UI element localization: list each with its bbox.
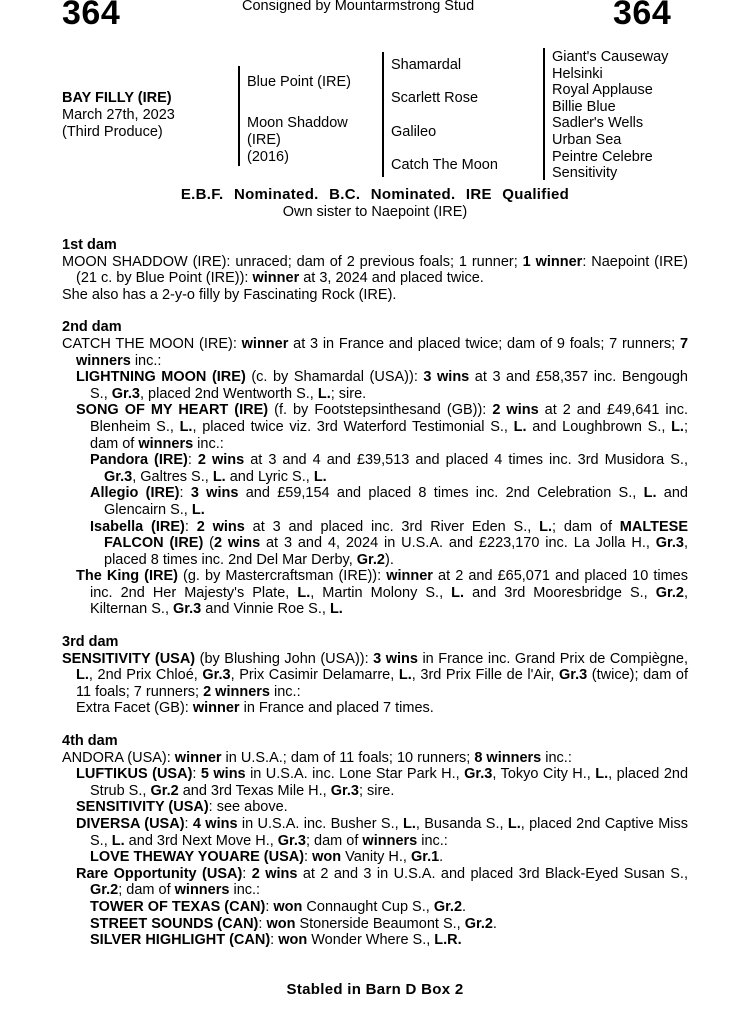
pedigree-gen3-6: Urban Sea xyxy=(552,131,622,148)
bold-text: Gr.3 xyxy=(655,535,684,552)
pedigree-entry xyxy=(76,568,688,618)
bold-text: L. xyxy=(329,601,343,618)
text: (c. by Shamardal (USA)): xyxy=(245,369,424,386)
text: inc.: xyxy=(130,352,162,369)
text: Vanity H., xyxy=(341,849,411,866)
pedigree-dam xyxy=(247,115,348,166)
text: , Tokyo City H., xyxy=(492,766,596,783)
pedigree-gen3 xyxy=(552,49,668,182)
pedigree-gen2-3: Galileo xyxy=(391,124,437,140)
bold-text: TOWER OF TEXAS (CAN) xyxy=(90,898,266,915)
pedigree-entry xyxy=(62,651,688,701)
text: and 3rd Texas Mile H., xyxy=(178,782,331,799)
text: , placed 2nd Strub S., xyxy=(90,766,689,799)
dam-section-heading: 2nd dam xyxy=(62,319,122,336)
bold-text: won xyxy=(273,898,303,915)
bold-text: LOVE THEWAY YOUARE (USA) xyxy=(90,849,305,866)
horse-produce-note: (Third Produce) xyxy=(62,124,163,140)
text: : xyxy=(265,898,274,915)
bold-text: won xyxy=(278,932,308,949)
bold-text: 8 winners xyxy=(474,749,542,766)
text: : xyxy=(242,865,252,882)
pedigree-entry xyxy=(76,402,688,452)
bold-text: winner xyxy=(192,700,240,717)
text: : xyxy=(192,766,201,783)
text: ; dam of xyxy=(90,418,688,452)
bold-text: SONG OF MY HEART (IRE) xyxy=(76,402,269,419)
text: at 2 and £65,071 and placed 10 times inc. 2nd Her Majesty's Plate, xyxy=(90,568,688,601)
pedigree-gen2-2: Scarlett Rose xyxy=(391,90,479,106)
horse-title: BAY FILLY (IRE) xyxy=(62,90,172,106)
dam-section-heading: 1st dam xyxy=(62,237,117,253)
text: : Naepoint (IRE) (21 c. by Blue Point (IRE)): xyxy=(76,253,689,287)
bold-text: Rare Opportunity (USA) xyxy=(76,865,243,882)
text: Stonerside Beaumont S., xyxy=(295,915,465,932)
dam-section-heading: 4th dam xyxy=(62,733,118,750)
text: . xyxy=(492,915,497,932)
pedigree-gen3-5: Sadler's Wells xyxy=(552,115,644,132)
bold-text: 3 wins xyxy=(373,650,418,667)
bold-text: Gr.3 xyxy=(111,385,140,402)
sister-note: Own sister to Naepoint (IRE) xyxy=(282,204,468,220)
pedigree-entry xyxy=(90,899,688,916)
consignor-line: Consigned by Mountarmstrong Stud xyxy=(242,0,475,14)
pedigree-dam-name: Moon Shaddow xyxy=(247,115,348,131)
text: ; dam of xyxy=(306,832,363,849)
bold-text: L. xyxy=(191,501,205,518)
pedigree-gen3-1: Giant's Causeway xyxy=(552,49,669,65)
bold-text: LUFTIKUS (USA) xyxy=(76,766,193,783)
pedigree-entry xyxy=(90,849,688,866)
stabling-note: Stabled in Barn D Box 2 xyxy=(286,981,464,998)
pedigree-gen2-1: Shamardal xyxy=(391,57,462,73)
text: at 3 in France and placed twice; dam of 9 foals; 7 runners; xyxy=(288,335,680,352)
bold-text: L. xyxy=(76,667,89,684)
pedigree-entry xyxy=(76,766,688,799)
bold-text: Gr.3 xyxy=(202,667,231,684)
text: , placed twice viz. 3rd Waterford Testimonial S., xyxy=(192,418,514,435)
bold-text: Gr.2 xyxy=(356,551,385,568)
text: , placed 8 times inc. 2nd Del Mar Derby, xyxy=(104,535,688,568)
bold-text: Gr.3 xyxy=(464,766,493,783)
text: and £59,154 and placed 8 times inc. 2nd Celebration S., xyxy=(238,485,644,502)
nomination-line: E.B.F. Nominated. B.C. Nominated. IRE Qualified xyxy=(180,186,570,203)
horse-foaled-date: March 27th, 2023 xyxy=(62,107,175,123)
pedigree-entry xyxy=(62,254,688,287)
text: in France inc. Grand Prix de Compiègne, xyxy=(417,650,689,667)
text: , Kilternan S., xyxy=(90,584,688,618)
bold-text: 5 wins xyxy=(200,766,246,783)
pedigree-bracket-1 xyxy=(238,66,240,166)
text: : xyxy=(179,485,191,502)
bold-text: L. xyxy=(643,485,657,502)
text: , placed 2nd Captive Miss S., xyxy=(90,816,688,849)
bold-text: Gr.1 xyxy=(410,849,440,866)
bold-text: 4 wins xyxy=(192,816,238,832)
text: inc.: xyxy=(269,683,301,700)
bold-text: L.R. xyxy=(434,932,462,949)
bold-text: Gr.2 xyxy=(655,584,684,601)
bold-text: Gr.2 xyxy=(433,898,463,915)
bold-text: 7 winners xyxy=(76,335,689,369)
bold-text: Gr.3 xyxy=(104,468,133,485)
pedigree-gen3-2: Helsinki xyxy=(552,65,603,82)
text: and Vinnie Roe S., xyxy=(201,601,330,618)
text: ; sire. xyxy=(358,782,395,799)
dam-section-heading: 3rd dam xyxy=(62,634,119,651)
bold-text: 2 wins xyxy=(196,518,245,535)
bold-text: winners xyxy=(362,832,418,849)
bold-text: Gr.3 xyxy=(277,832,306,849)
bold-text: winner xyxy=(386,568,433,585)
pedigree-sire: Blue Point (IRE) xyxy=(247,74,351,90)
pedigree-gen3-3: Royal Applause xyxy=(552,82,653,99)
bold-text: Gr.2 xyxy=(150,782,179,799)
bold-text: L. xyxy=(297,584,311,601)
lot-number-right: 364 xyxy=(613,0,672,32)
bold-text: L. xyxy=(313,468,327,485)
text: (by Blushing John (USA)): xyxy=(195,650,374,667)
bold-text: Gr.3 xyxy=(558,667,588,684)
bold-text: Gr.2 xyxy=(464,915,493,932)
text: CATCH THE MOON (IRE): xyxy=(62,335,242,352)
horse-description xyxy=(62,90,175,141)
text: . xyxy=(462,898,467,915)
text: inc.: xyxy=(541,749,572,766)
pedigree-entry xyxy=(90,932,688,949)
bold-text: Allegio (IRE) xyxy=(90,485,180,502)
dam-section xyxy=(62,319,688,618)
bold-text: L. xyxy=(398,667,412,684)
bold-text: 2 wins xyxy=(213,535,261,552)
text: , 3rd Prix Fille de l'Air, xyxy=(411,667,559,684)
bold-text: L. xyxy=(539,518,552,535)
text: Connaught Cup S., xyxy=(302,898,434,915)
pedigree-notes xyxy=(62,237,688,965)
bold-text: Gr.3 xyxy=(330,782,359,799)
pedigree-entry xyxy=(62,750,688,767)
bold-text: L. xyxy=(507,816,521,832)
text: : xyxy=(184,518,197,535)
bold-text: L. xyxy=(212,468,226,485)
text: at 3 and 4 and £39,513 and placed 4 times inc. 3rd Musidora S., xyxy=(244,452,688,469)
text: at 3 and placed inc. 3rd River Eden S., xyxy=(244,518,540,535)
pedigree-entry xyxy=(76,816,688,849)
text: and Lyric S., xyxy=(225,468,314,485)
pedigree-entry xyxy=(90,916,688,933)
lot-number-left: 364 xyxy=(62,0,121,32)
bold-text: Gr.3 xyxy=(173,601,202,618)
text: : xyxy=(270,932,279,949)
pedigree-entry xyxy=(76,799,688,816)
bold-text: SENSITIVITY (USA) xyxy=(76,799,209,816)
bold-text: SILVER HIGHLIGHT (CAN) xyxy=(90,932,271,949)
bold-text: winners xyxy=(138,435,194,452)
text: and 3rd Next Move H., xyxy=(124,832,278,849)
pedigree-dam-year: (2016) xyxy=(247,149,289,165)
bold-text: 3 wins xyxy=(423,369,470,386)
text: : xyxy=(304,849,313,866)
pedigree-entry xyxy=(76,866,688,899)
bold-text: 2 wins xyxy=(197,452,245,469)
text: inc.: xyxy=(229,882,261,899)
bold-text: MALTESE FALCON (IRE) xyxy=(104,518,688,552)
text: : xyxy=(184,816,193,832)
bold-text: The King (IRE) xyxy=(76,568,178,585)
bold-text: 3 wins xyxy=(190,485,239,502)
text: at 2 and £49,641 inc. Blenheim S., xyxy=(90,402,688,435)
text: in U.S.A.; dam of 11 foals; 10 runners; xyxy=(221,749,475,766)
bold-text: 2 winners xyxy=(203,683,270,700)
text: , Prix Casimir Delamarre, xyxy=(230,667,399,684)
bold-text: L. xyxy=(111,832,125,849)
bold-text: L. xyxy=(595,766,609,783)
pedigree-entry xyxy=(62,336,688,369)
pedigree-gen3-7: Peintre Celebre xyxy=(552,148,653,165)
bold-text: 1 winner xyxy=(522,253,583,270)
bold-text: LIGHTNING MOON (IRE) xyxy=(76,369,246,386)
bold-text: won xyxy=(312,849,342,866)
text: ; dam of xyxy=(118,882,175,899)
text: Wonder Where S., xyxy=(307,932,435,949)
bold-text: Pandora (IRE) xyxy=(90,452,188,469)
bold-text: 2 wins xyxy=(492,402,539,419)
bold-text: won xyxy=(266,915,296,932)
text: at 2 and 3 in U.S.A. and placed 3rd Black-Eyed Susan S., xyxy=(297,865,688,882)
bold-text: L. xyxy=(402,816,416,832)
text: : see above. xyxy=(208,799,288,816)
text: She also has a 2-y-o filly by Fascinating Rock (IRE). xyxy=(62,286,397,303)
text: ; dam of xyxy=(552,518,620,535)
text: , placed 2nd Wentworth S., xyxy=(139,385,318,402)
bold-text: winner xyxy=(252,270,300,287)
pedigree-bracket-3 xyxy=(543,48,545,180)
text: , Galtres S., xyxy=(132,468,213,485)
text: at 3, 2024 and placed twice. xyxy=(299,270,484,287)
text: in U.S.A. inc. Lone Star Park H., xyxy=(245,766,465,783)
text: at 3 and 4, 2024 in U.S.A. and £223,170 inc. La Jolla H., xyxy=(260,535,656,552)
text: (twice); dam of 11 foals; 7 runners; xyxy=(76,667,688,700)
text: Extra Facet (GB): xyxy=(76,700,193,717)
pedigree-entry xyxy=(90,485,688,518)
text: at 3 and £58,357 inc. Bengough S., xyxy=(90,369,688,402)
text: (f. by Footstepsinthesand (GB)): xyxy=(268,402,493,419)
pedigree-gen2-4: Catch The Moon xyxy=(391,157,498,173)
bold-text: L. xyxy=(179,418,193,435)
bold-text: winner xyxy=(241,335,289,352)
bold-text: winners xyxy=(174,882,230,899)
text: , Busanda S., xyxy=(415,816,508,832)
pedigree-entry xyxy=(76,700,688,717)
bold-text: Isabella (IRE) xyxy=(90,518,185,535)
text: and 3rd Mooresbridge S., xyxy=(464,584,656,601)
bold-text: 2 wins xyxy=(251,865,298,882)
bold-text: Gr.2 xyxy=(90,882,119,899)
text: inc.: xyxy=(193,435,224,452)
bold-text: SENSITIVITY (USA) xyxy=(62,650,196,667)
dam-section xyxy=(62,237,688,303)
text: . xyxy=(439,849,444,866)
pedigree-gen3-4: Billie Blue xyxy=(552,98,616,115)
text: ; sire. xyxy=(330,385,367,402)
text: , Martin Molony S., xyxy=(310,584,452,601)
bold-text: L. xyxy=(671,418,684,435)
pedigree-entry xyxy=(90,519,688,569)
pedigree-bracket-2 xyxy=(382,52,384,177)
pedigree-entry xyxy=(76,369,688,402)
bold-text: L. xyxy=(513,418,527,435)
pedigree-entry xyxy=(90,452,688,485)
text: (g. by Mastercraftsman (IRE)): xyxy=(177,568,387,585)
dam-section xyxy=(62,733,688,949)
text: inc.: xyxy=(417,832,448,849)
pedigree-gen3-8: Sensitivity xyxy=(552,165,618,182)
pedigree-dam-country: (IRE) xyxy=(247,132,281,148)
pedigree-entry xyxy=(62,287,688,304)
bold-text: STREET SOUNDS (CAN) xyxy=(90,915,259,932)
text: and Glencairn S., xyxy=(104,485,688,518)
text: : xyxy=(187,452,198,469)
text: ANDORA (USA): xyxy=(62,749,175,766)
text: : xyxy=(258,915,267,932)
text: in U.S.A. inc. Busher S., xyxy=(237,816,403,832)
text: ). xyxy=(385,551,394,568)
text: and Loughbrown S., xyxy=(526,418,672,435)
bold-text: winner xyxy=(174,749,222,766)
text: ( xyxy=(203,535,214,552)
bold-text: DIVERSA (USA) xyxy=(76,816,185,832)
text: MOON SHADDOW (IRE): unraced; dam of 2 previous foals; 1 runner; xyxy=(62,253,523,270)
bold-text: L. xyxy=(451,584,465,601)
bold-text: L. xyxy=(317,385,331,402)
text: in France and placed 7 times. xyxy=(239,700,434,717)
dam-section xyxy=(62,634,688,717)
text: , 2nd Prix Chloé, xyxy=(88,667,203,684)
